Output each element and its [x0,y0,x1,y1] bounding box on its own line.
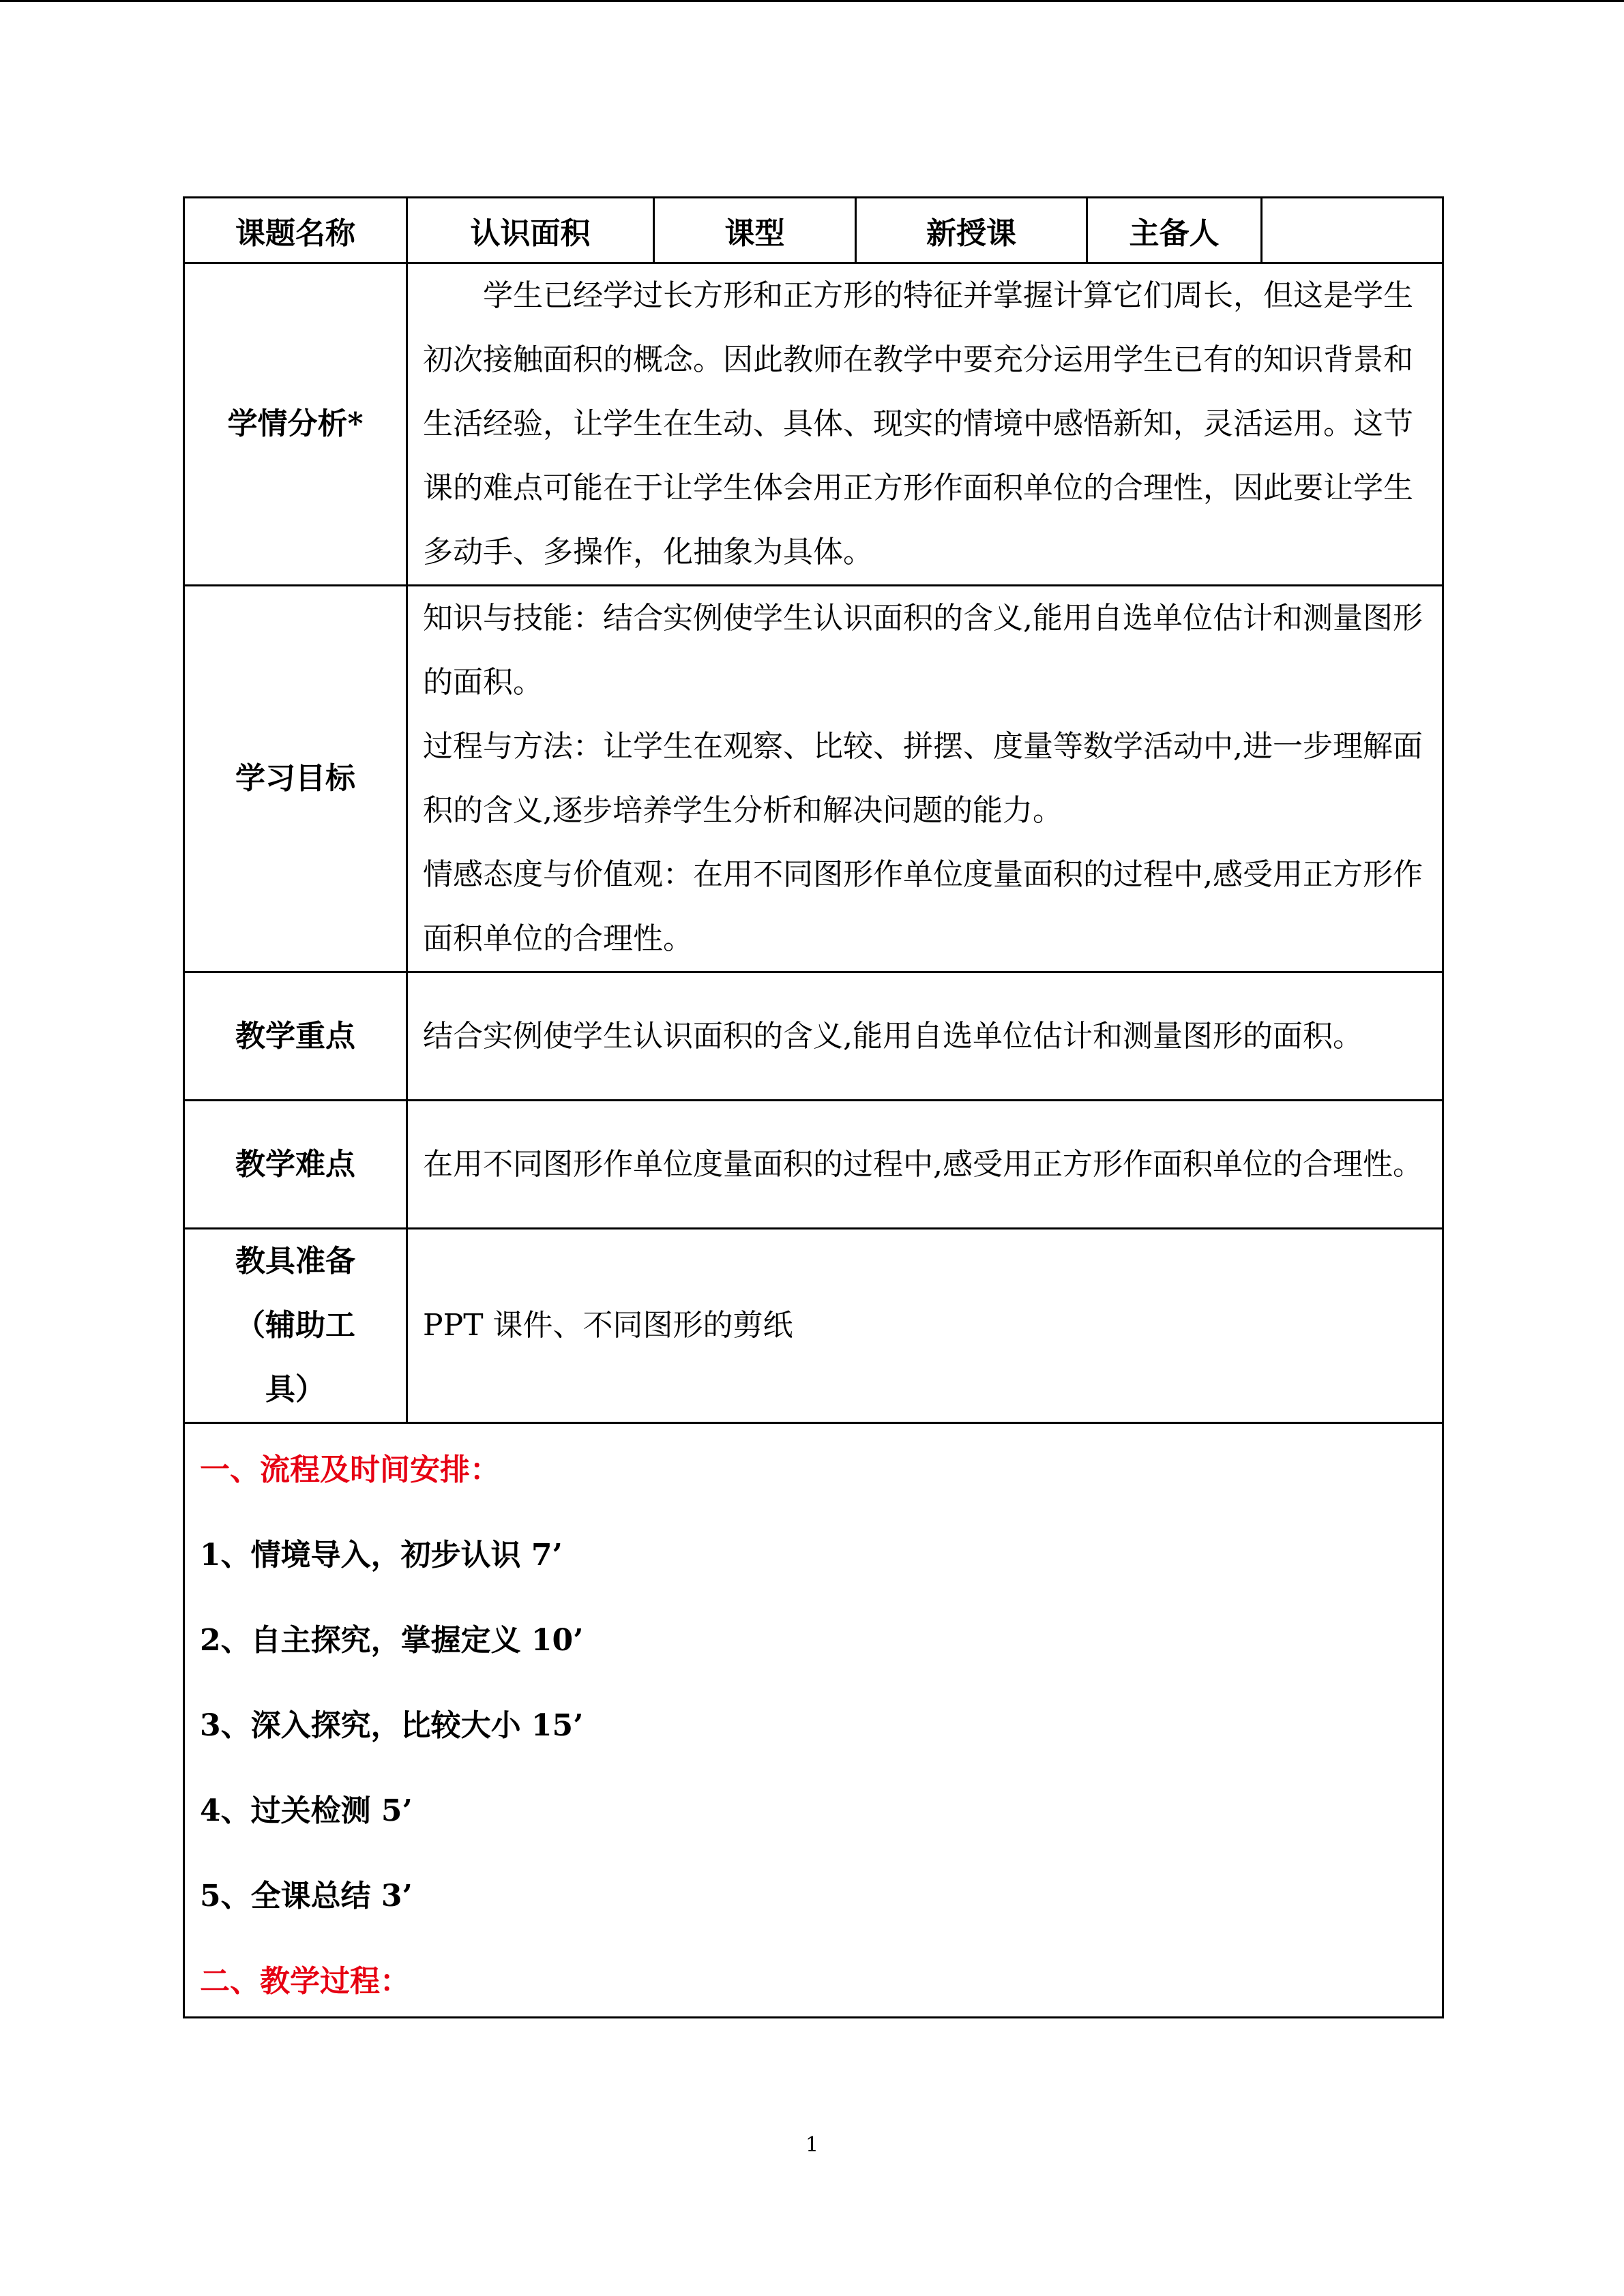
key-point-text: 结合实例使学生认识面积的含义,能用自选单位估计和测量图形的面积。 [423,1018,1363,1054]
difficulty-text: 在用不同图形作单位度量面积的过程中,感受用正方形作面积单位的合理性。 [423,1146,1423,1182]
tools-cell [407,1229,1443,1423]
type-value: 新授课 [856,198,1087,263]
objectives-row [184,586,1443,972]
objective-process: 过程与方法：让学生在观察、比较、拼摆、度量等数学活动中,进一步理解面积的含义,逐步培养学生分析和解决问题的能力。 [423,729,1423,828]
header-row [184,198,1443,263]
flow-title: 一、流程及时间安排： [200,1452,500,1487]
topic-label: 课题名称 [184,198,407,263]
objective-attitude: 情感态度与价值观：在用不同图形作单位度量面积的过程中,感受用正方形作面积单位的合理性。 [423,857,1423,956]
flow-cell [184,1423,1443,2018]
analysis-text: 学生已经学过长方形和正方形的特征并掌握计算它们周长，但这是学生初次接触面积的概念。因此教师在教学中要充分运用学生已有的知识背景和生活经验，让学生在生动、具体、现实的情境中感悟新知，灵活运用。这节课的难点可能在于让学生体会用正方形作面积单位的合理性，因此要让学生多动手、多操作，化抽象为具体。 [423,278,1413,569]
difficulty-row [184,1101,1443,1229]
flow-item-4: 4、过关检测 5’ [200,1793,413,1828]
flow-item-3: 3、深入探究，比较大小 15’ [200,1708,584,1743]
objective-knowledge: 知识与技能：结合实例使学生认识面积的含义,能用自选单位估计和测量图形的面积。 [423,601,1423,700]
flow-item-5: 5、全课总结 3’ [200,1879,413,1913]
difficulty-cell [407,1101,1443,1229]
objectives-label: 学习目标 [184,586,407,972]
tools-label [184,1229,407,1423]
lead-value [1262,198,1443,263]
tools-text: PPT 课件、不同图形的剪纸 [423,1308,793,1343]
section2-title: 二、教学过程： [200,1964,410,1999]
lesson-plan-table [183,196,1444,2018]
objectives-cell [407,586,1443,972]
tools-label-line2: （辅助工 [235,1308,355,1343]
top-border-rule [0,0,1624,2]
analysis-label: 学情分析* [184,263,407,586]
topic-value: 认识面积 [407,198,654,263]
analysis-cell [407,263,1443,586]
analysis-row [184,263,1443,586]
tools-label-line1: 教具准备 [235,1244,355,1279]
key-point-row [184,972,1443,1101]
key-point-label: 教学重点 [184,972,407,1101]
flow-row [184,1423,1443,2018]
tools-label-line3: 具） [265,1372,325,1407]
lead-label: 主备人 [1087,198,1262,263]
page-number: 1 [805,2133,819,2157]
type-label: 课型 [654,198,856,263]
flow-item-2: 2、自主探究，掌握定义 10’ [200,1623,584,1658]
flow-item-1: 1、情境导入，初步认识 7’ [200,1538,563,1572]
tools-row [184,1229,1443,1423]
difficulty-label: 教学难点 [184,1101,407,1229]
key-point-cell [407,972,1443,1101]
